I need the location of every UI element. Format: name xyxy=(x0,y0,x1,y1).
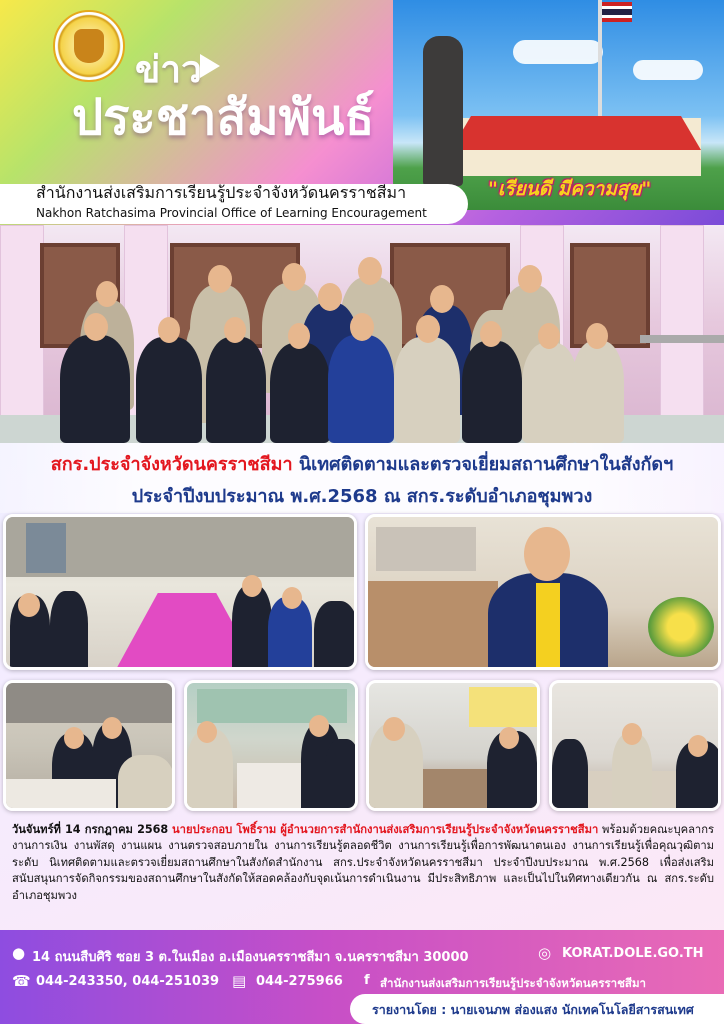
org-name-thai: สำนักงานส่งเสริมการเรียนรู้ประจำจังหวัดนครราชสีมา xyxy=(36,183,407,202)
printer-icon: ▤ xyxy=(232,972,247,990)
footer-facebook[interactable]: สำนักงานส่งเสริมการเรียนรู้ประจำจังหวัดนครราชสีมา xyxy=(380,976,646,990)
phone-icon: ☎ xyxy=(12,972,31,990)
article-date: วันจันทร์ที่ 14 กรกฎาคม 2568 xyxy=(12,823,169,836)
footer-address: 14 ถนนสืบศิริ ซอย 3 ต.ในเมือง อ.เมืองนครราชสีมา จ.นครราชสีมา 30000 xyxy=(32,950,469,965)
photo-office-desk-1 xyxy=(3,680,175,811)
headline-line-1 xyxy=(0,449,724,478)
footer-phone: 044-243350, 044-251039 xyxy=(36,974,220,989)
article-body xyxy=(12,822,714,904)
article-person: นายประกอบ โพธิ์ราม ผู้อำนวยการสำนักงานส่งเสริมการเรียนรู้ประจำจังหวัดนครราชสีมา xyxy=(172,823,599,836)
headline xyxy=(0,443,724,513)
play-arrow-icon xyxy=(200,54,220,78)
facebook-icon: f xyxy=(364,973,370,988)
map-pin-icon: ● xyxy=(12,944,26,962)
photo-office-desk-4 xyxy=(549,680,721,811)
reporter-credit: รายงานโดย : นายเจนภพ ส่องแสง นักเทคโนโลยีสารสนเทศ xyxy=(372,1002,694,1017)
group-photo xyxy=(0,225,724,443)
org-name-english: Nakhon Ratchasima Provincial Office of Learning Encouragement xyxy=(36,206,427,220)
news-label: ข่าว xyxy=(135,48,202,91)
footer-fax: 044-275966 xyxy=(256,974,343,989)
headline-action: นิเทศติดตามและตรวจเยี่ยมสถานศึกษาในสังกัดฯ xyxy=(292,454,674,475)
photo-office-desk-2 xyxy=(184,680,358,811)
globe-icon: ◎ xyxy=(538,944,552,962)
footer-website[interactable]: KORAT.DOLE.GO.TH xyxy=(562,946,704,961)
photo-office-desk-3 xyxy=(366,680,540,811)
photo-meeting-table xyxy=(3,514,357,670)
office-logo xyxy=(53,10,125,82)
article-text: พร้อมด้วยคณะบุคลากรงานการเงิน งานพัสดุ งานแผน งานตรวจสอบภายใน งานการเรียนรู้ตลอดชีวิต งานการเรียนรู้เพื่อการพัฒนาตนเอง งานการเรียนรู้เพื่อคุณวุฒิตามระดับ นิเทศติดตามและตรวจเยี่ยมสถานศึกษาในสังกัดสำนักงาน สกร.ประจำจังหวัดนครราชสีมา ประจำปีงบประมาณ พ.ศ.2568 เพื่อส่งเสริมสนับสนุนการจัดกิจกรรมของสถานศึกษาในสังกัดให้สอดคล้องกับจุดเน้นการดำเนินงาน มีประสิทธิภาพ และเป็นไปในทิศทางเดียวกัน ณ สกร.ระดับอำเภอชุมพวง xyxy=(12,823,714,902)
thai-flag-icon xyxy=(602,2,632,22)
headline-line-2: ประจำปีงบประมาณ พ.ศ.2568 ณ สกร.ระดับอำเภอชุมพวง xyxy=(131,486,593,507)
page-title: ประชาสัมพันธ์ xyxy=(72,89,375,146)
header-banner xyxy=(0,0,724,225)
slogan: "เรียนดี มีความสุข" xyxy=(488,178,652,200)
photo-director-portrait xyxy=(365,514,721,670)
statue-image xyxy=(423,36,463,186)
headline-org: สกร.ประจำจังหวัดนครราชสีมา xyxy=(50,454,293,475)
